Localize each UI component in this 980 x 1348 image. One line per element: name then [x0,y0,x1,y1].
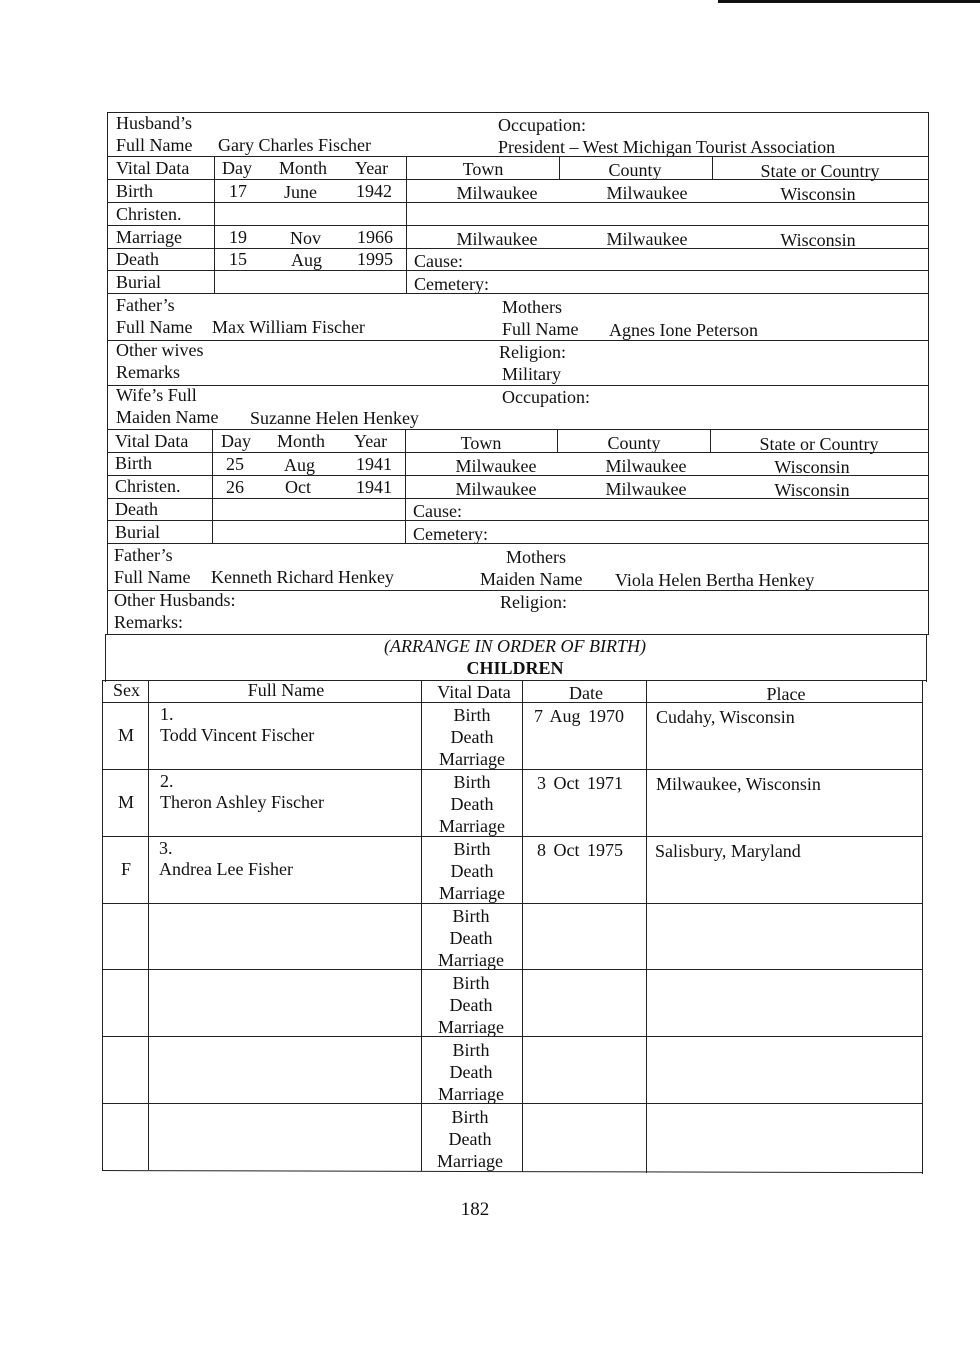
husband-occupation-label: Occupation: [498,115,586,135]
county-header: County [607,433,661,453]
scan-edge-line [718,0,980,3]
marriage-label: Marriage [439,816,505,836]
child-birth-date: 8 Oct 1975 [537,840,623,860]
day-header: Day [222,158,252,178]
divider [102,1103,923,1104]
husband-birth-day: 17 [229,181,247,201]
child-number: 1. [160,704,174,724]
child-birth-place: Cudahy, Wisconsin [656,707,795,727]
year-header: Year [354,431,388,451]
husband-death-day: 15 [229,249,247,269]
marriage-label: Marriage [439,749,505,769]
divider [926,634,927,682]
divider [102,702,923,703]
child-sex: M [117,792,134,812]
husband-mother-label: Mothers [502,297,562,317]
wife-birth-year: 1941 [356,454,392,474]
husband-birth-month: June [284,182,317,202]
divider [105,634,928,635]
divider [107,452,929,453]
husband-birth-town: Milwaukee [456,183,538,203]
vital-data-header: Vital Data [115,431,189,451]
child-name: Andrea Lee Fisher [159,859,293,879]
child-birth-place: Milwaukee, Wisconsin [656,774,821,794]
divider [712,157,713,179]
divider [710,430,711,453]
wife-christen-town: Milwaukee [455,479,537,499]
divider [928,112,929,635]
birth-label: Birth [116,181,154,201]
wife-christen-state: Wisconsin [774,480,850,500]
child-birth-date: 3 Oct 1971 [537,773,623,793]
husband-mother-full-name-label: Full Name [502,319,579,339]
marriage-label: Marriage [439,883,505,903]
wife-cause-label: Cause: [413,501,462,521]
children-instruction: (ARRANGE IN ORDER OF BIRTH) [384,636,646,656]
divider [107,202,929,203]
wife-label: Wife’s Full [116,385,197,405]
wife-maiden-name-label: Maiden Name [116,407,219,427]
death-label: Death [449,1062,493,1082]
wife-cemetery-label: Cemetery: [413,524,488,544]
birth-label: Birth [453,705,491,725]
divider [559,157,560,179]
divider [102,680,103,1170]
christen-label: Christen. [116,204,182,224]
county-header: County [608,160,662,180]
divider [212,429,213,543]
wife-birth-state: Wisconsin [774,457,850,477]
husband-full-name: Gary Charles Fischer [218,135,371,155]
husband-religion-label: Religion: [499,342,566,362]
child-birth-date: 7 Aug 1970 [534,706,625,726]
birth-label: Birth [451,1107,489,1127]
wife-christen-year: 1941 [356,477,392,497]
town-header: Town [460,433,502,453]
divider [646,680,647,1173]
husband-marriage-town: Milwaukee [456,229,538,249]
wife-birth-day: 25 [226,454,244,474]
death-label: Death [450,794,494,814]
husband-full-name-label: Full Name [116,135,193,155]
death-label: Death [448,1129,492,1149]
divider [102,903,923,904]
husband-birth-county: Milwaukee [606,183,688,203]
wife-father-full-name-label: Full Name [114,567,191,587]
child-name: Todd Vincent Fischer [160,725,315,745]
place-header: Place [766,684,806,704]
divider [107,385,929,386]
divider [102,836,923,837]
husband-marriage-day: 19 [229,227,247,247]
divider [107,475,929,476]
month-header: Month [277,431,326,451]
wife-birth-town: Milwaukee [455,456,537,476]
marriage-label: Marriage [438,1084,504,1104]
divider [557,430,558,453]
page-number: 182 [460,1199,490,1220]
christen-label: Christen. [115,476,181,496]
town-header: Town [462,159,504,179]
husband-marriage-month: Nov [290,228,321,248]
husband-birth-state: Wisconsin [780,184,856,204]
husband-birth-year: 1942 [356,181,392,201]
divider [102,1170,923,1173]
wife-father-label: Father’s [114,545,173,565]
burial-label: Burial [115,522,160,542]
birth-label: Birth [452,1040,490,1060]
vital-data-header: Vital Data [116,158,190,178]
wife-christen-month: Oct [285,477,311,497]
birth-label: Birth [115,453,153,473]
divider [405,429,406,543]
date-header: Date [569,683,603,703]
divider [107,498,929,499]
divider [107,293,929,294]
husband-father-label: Father’s [116,295,175,315]
birth-label: Birth [453,772,491,792]
wife-remarks-label: Remarks: [114,612,183,632]
husband-occupation: President – West Michigan Tourist Association [498,137,836,157]
marriage-label: Marriage [438,1017,504,1037]
wife-occupation-label: Occupation: [502,387,590,407]
birth-label: Birth [452,906,490,926]
day-header: Day [221,431,251,451]
divider [922,680,923,1174]
year-header: Year [355,158,389,178]
death-label: Death [115,499,158,519]
child-name: Theron Ashley Fischer [160,792,324,812]
wife-mother-name: Viola Helen Bertha Henkey [615,570,815,590]
divider [107,112,108,635]
death-label: Death [449,928,493,948]
wife-father-name: Kenneth Richard Henkey [211,567,394,587]
child-birth-place: Salisbury, Maryland [655,841,801,861]
child-sex: M [117,725,134,745]
marriage-label: Marriage [438,950,504,970]
full-name-header: Full Name [247,680,325,700]
divider [522,680,523,1172]
death-label: Death [449,995,493,1015]
state-header: State or Country [760,161,880,181]
other-wives-label: Other wives [116,340,204,360]
wife-religion-label: Religion: [500,592,567,612]
divider [105,634,106,682]
divider [107,112,929,113]
husband-father-name: Max William Fischer [212,317,365,337]
husband-cause-label: Cause: [414,251,463,271]
wife-mother-maiden-name-label: Maiden Name [480,569,583,589]
sex-header: Sex [113,680,140,700]
husband-mother-name: Agnes Ione Peterson [609,320,758,340]
birth-label: Birth [453,839,491,859]
child-number: 3. [159,838,173,858]
divider [148,680,149,1170]
death-label: Death [450,861,494,881]
husband-marriage-county: Milwaukee [606,229,688,249]
divider [107,270,929,271]
birth-label: Birth [452,973,490,993]
military-label: Military [502,364,561,384]
month-header: Month [279,158,328,178]
divider [107,156,929,157]
husband-death-month: Aug [291,250,322,270]
burial-label: Burial [116,272,161,292]
husband-remarks-label: Remarks [116,362,180,382]
children-title: CHILDREN [466,658,564,678]
divider [107,429,929,430]
wife-christen-county: Milwaukee [605,479,687,499]
husband-death-year: 1995 [357,249,393,269]
wife-birth-county: Milwaukee [605,456,687,476]
death-label: Death [450,727,494,747]
husband-marriage-state: Wisconsin [780,230,856,250]
marriage-label: Marriage [116,227,182,247]
husband-marriage-year: 1966 [357,227,393,247]
wife-full-name: Suzanne Helen Henkey [250,408,419,428]
marriage-label: Marriage [437,1151,503,1171]
wife-mother-label: Mothers [506,547,566,567]
other-husbands-label: Other Husbands: [114,590,236,610]
child-sex: F [120,859,131,879]
divider [107,340,929,341]
death-label: Death [116,249,159,269]
vital-data-header: Vital Data [437,682,511,702]
divider [107,179,929,180]
divider [107,543,929,544]
wife-christen-day: 26 [226,477,244,497]
divider [102,969,923,970]
wife-birth-month: Aug [284,455,315,475]
child-number: 2. [160,771,174,791]
husband-label: Husband’s [116,113,192,133]
divider [102,769,923,770]
husband-father-full-name-label: Full Name [116,317,193,337]
divider [107,520,929,521]
divider [102,1036,923,1037]
husband-cemetery-label: Cemetery: [414,274,489,294]
state-header: State or Country [759,434,879,454]
divider [107,225,929,226]
